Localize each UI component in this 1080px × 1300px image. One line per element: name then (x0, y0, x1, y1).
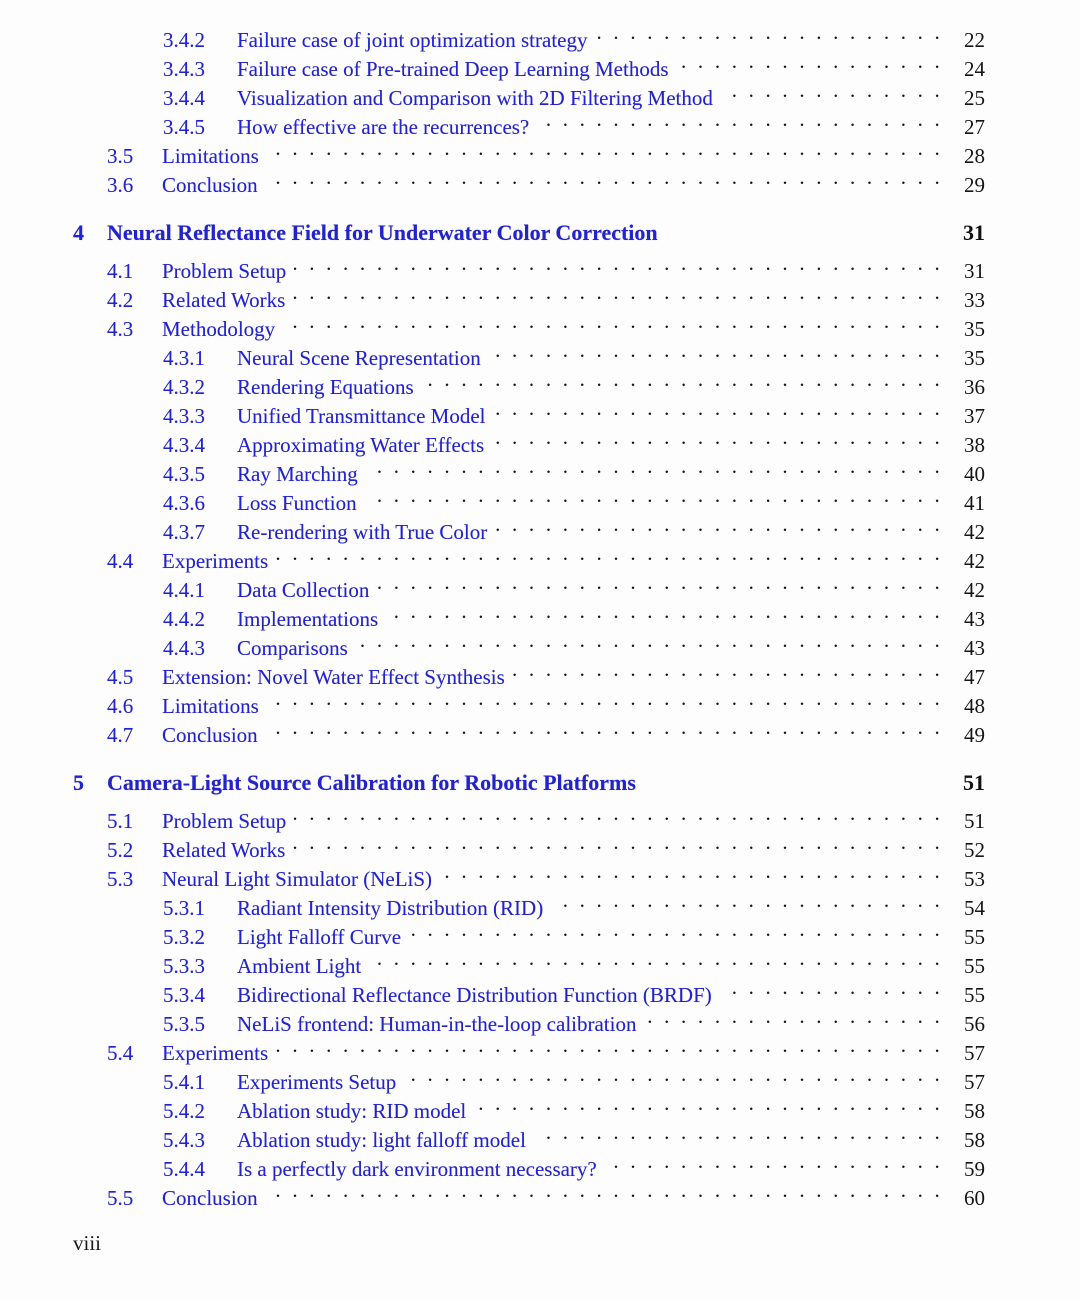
toc-entry-link[interactable] (163, 634, 348, 663)
dot-leader (721, 76, 943, 105)
toc-entry-page: 54 (964, 896, 985, 920)
toc-entry-page: 41 (964, 491, 985, 515)
toc-entry-link[interactable] (163, 1068, 396, 1097)
toc-entry-page: 60 (964, 1186, 985, 1210)
toc-entry-page: 40 (964, 462, 985, 486)
toc-entry-page: 22 (964, 28, 985, 52)
toc-entry-page: 25 (964, 86, 985, 110)
toc-entry-page: 42 (964, 520, 985, 544)
toc-entry-title: Experiments (162, 549, 269, 573)
dot-leader (366, 452, 943, 481)
toc-entry-title: Is a perfectly dark environment necessary? (237, 1157, 597, 1181)
dot-leader (369, 944, 943, 973)
toc-entry-title: How effective are the recurrences? (237, 115, 530, 139)
toc-entry-page: 43 (964, 636, 985, 660)
toc-chapter-page: 51 (963, 770, 985, 795)
toc-entry-page: 49 (964, 723, 985, 747)
toc-entry-number: 5.4.3 (163, 1128, 205, 1152)
toc-chapter-page: 31 (963, 220, 985, 245)
toc-group (73, 18, 985, 197)
toc-entry-page: 55 (964, 954, 985, 978)
dot-leader (440, 857, 943, 886)
toc-entry-number: 3.4.5 (163, 115, 205, 139)
dot-leader (677, 47, 943, 76)
toc-entry-page: 43 (964, 607, 985, 631)
toc-entry-number: 3.4.3 (163, 57, 205, 81)
toc-entry-link[interactable] (107, 807, 286, 836)
toc-entry-page: 52 (964, 838, 985, 862)
toc-entry-title: Related Works (162, 288, 286, 312)
toc-entry-number: 4.3.7 (163, 520, 205, 544)
toc-entry-title: Problem Setup (162, 809, 287, 833)
toc-entry-title: Visualization and Comparison with 2D Filtering Method (237, 86, 713, 110)
toc-entry-link[interactable] (163, 26, 588, 55)
dot-leader (537, 105, 943, 134)
toc-entry-number: 3.5 (107, 144, 134, 168)
toc-entry-link[interactable] (107, 865, 432, 894)
toc-chapter-number: 4 (73, 220, 84, 245)
toc-entry-link[interactable] (107, 836, 285, 865)
toc-entry-title: Conclusion (162, 723, 258, 747)
toc-entry (73, 18, 985, 52)
toc-entry-title: Ablation study: RID model (237, 1099, 467, 1123)
toc-entry-title: Neural Scene Representation (237, 346, 481, 370)
toc-entry-title: Experiments (162, 1041, 269, 1065)
toc-entry-number: 4.4.3 (163, 636, 205, 660)
toc-entry-title: Light Falloff Curve (237, 925, 402, 949)
dot-leader (276, 539, 943, 568)
toc-entry-page: 28 (964, 144, 985, 168)
toc-entry-title: Related Works (162, 838, 286, 862)
toc-entry-page: 55 (964, 983, 985, 1007)
toc-entry-page: 53 (964, 867, 985, 891)
toc-entry-number: 5.3 (107, 867, 134, 891)
dot-leader (422, 365, 943, 394)
dot-leader (409, 915, 943, 944)
toc-entry (73, 249, 985, 283)
toc-entry-number: 4.2 (107, 288, 134, 312)
toc-entry-link[interactable] (163, 576, 369, 605)
toc-chapter-heading (73, 216, 985, 249)
toc-entry-page: 59 (964, 1157, 985, 1181)
toc-entry-title: Experiments Setup (237, 1070, 397, 1094)
dot-leader (551, 886, 943, 915)
toc-entry-link[interactable] (163, 923, 401, 952)
toc-chapter-link[interactable] (73, 216, 658, 249)
table-of-contents (73, 18, 985, 1210)
toc-entry-link[interactable] (107, 171, 258, 200)
toc-entry-title: Conclusion (162, 173, 258, 197)
toc-entry-page: 51 (964, 809, 985, 833)
dot-leader (293, 828, 943, 857)
toc-entry-page: 29 (964, 173, 985, 197)
toc-entry-title: Methodology (162, 317, 276, 341)
dot-leader (266, 1176, 943, 1205)
toc-entry-title: Radiant Intensity Distribution (RID) (237, 896, 544, 920)
toc-entry-title: Neural Light Simulator (NeLiS) (162, 867, 433, 891)
dot-leader (356, 626, 943, 655)
toc-chapter-link[interactable] (73, 766, 636, 799)
toc-entry-number: 4.3.4 (163, 433, 205, 457)
toc-entry-page: 58 (964, 1128, 985, 1152)
toc-entry-title: Ablation study: light falloff model (237, 1128, 526, 1152)
toc-entry-number: 4.3.2 (163, 375, 205, 399)
toc-entry-page: 33 (964, 288, 985, 312)
page-footer-number: viii (73, 1231, 102, 1255)
toc-entry-link[interactable] (163, 373, 414, 402)
toc-entry-page: 48 (964, 694, 985, 718)
toc-entry-link[interactable] (163, 489, 357, 518)
toc-entry-title: Extension: Novel Water Effect Synthesis (162, 665, 505, 689)
toc-entry-page: 38 (964, 433, 985, 457)
toc-entry-number: 3.6 (107, 173, 134, 197)
toc-entry-link[interactable] (163, 605, 378, 634)
toc-entry-number: 5.5 (107, 1186, 134, 1210)
dot-leader (377, 568, 943, 597)
toc-entry-title: Ray Marching (237, 462, 358, 486)
toc-entry-page: 57 (964, 1070, 985, 1094)
toc-entry-number: 5.3.5 (163, 1012, 205, 1036)
toc-entry-number: 4.1 (107, 259, 134, 283)
toc-entry-link[interactable] (107, 547, 268, 576)
toc-entry-title: Failure case of joint optimization strategy (237, 28, 588, 52)
dot-leader (644, 1002, 943, 1031)
toc-entry-link[interactable] (107, 692, 259, 721)
dot-leader (386, 597, 943, 626)
toc-entry-link[interactable] (163, 1097, 466, 1126)
toc-entry-link[interactable] (107, 286, 285, 315)
toc-entry-number: 5.3.3 (163, 954, 205, 978)
toc-entry-number: 5.4.4 (163, 1157, 205, 1181)
dot-leader (294, 249, 943, 278)
dot-leader (492, 423, 943, 452)
toc-entry-number: 3.4.4 (163, 86, 205, 110)
toc-chapter-title: Neural Reflectance Field for Underwater Color Correction (107, 220, 658, 245)
toc-entry-number: 4.4.1 (163, 578, 205, 602)
toc-entry-number: 5.3.2 (163, 925, 205, 949)
toc-entry-link[interactable] (107, 1039, 268, 1068)
dot-leader (474, 1089, 943, 1118)
toc-entry-title: Limitations (162, 694, 259, 718)
toc-entry-title: Implementations (237, 607, 379, 631)
toc-entry-link[interactable] (163, 460, 358, 489)
toc-entry-link[interactable] (163, 1126, 526, 1155)
toc-chapter-heading (73, 766, 985, 799)
toc-chapter-number: 5 (73, 770, 84, 795)
toc-entry-title: Conclusion (162, 1186, 258, 1210)
dot-leader (276, 1031, 943, 1060)
toc-group (73, 216, 985, 747)
toc-entry-number: 5.4 (107, 1041, 134, 1065)
toc-entry-number: 5.3.4 (163, 983, 205, 1007)
toc-entry-page: 55 (964, 925, 985, 949)
toc-entry-number: 4.6 (107, 694, 134, 718)
toc-entry-number: 3.4.2 (163, 28, 205, 52)
toc-entry-page: 42 (964, 549, 985, 573)
toc-entry-number: 5.4.1 (163, 1070, 205, 1094)
dot-leader (720, 973, 943, 1002)
dot-leader (534, 1118, 943, 1147)
dot-leader (365, 481, 943, 510)
toc-entry-title: Bidirectional Reflectance Distribution Function (BRDF) (237, 983, 712, 1007)
toc-entry-link[interactable] (107, 1184, 258, 1213)
toc-entry-link[interactable] (107, 257, 286, 286)
toc-entry-link[interactable] (163, 55, 669, 84)
toc-entry-title: Loss Function (237, 491, 357, 515)
toc-entry-page: 58 (964, 1099, 985, 1123)
toc-entry-title: Limitations (162, 144, 259, 168)
toc-entry-title: Re-rendering with True Color (237, 520, 488, 544)
toc-entry-number: 4.3.5 (163, 462, 205, 486)
toc-entry-link[interactable] (107, 721, 258, 750)
toc-entry-title: Comparisons (237, 636, 348, 660)
dot-leader (266, 163, 943, 192)
toc-entry-number: 4.3.6 (163, 491, 205, 515)
toc-entry-page: 42 (964, 578, 985, 602)
toc-entry-page: 31 (964, 259, 985, 283)
dot-leader (267, 684, 943, 713)
toc-entry-page: 56 (964, 1012, 985, 1036)
toc-entry-title: NeLiS frontend: Human-in-the-loop calibration (237, 1012, 637, 1036)
toc-entry-title: Approximating Water Effects (237, 433, 485, 457)
dot-leader (596, 18, 944, 47)
toc-entry-number: 4.5 (107, 665, 134, 689)
dot-leader (267, 134, 943, 163)
dot-leader (605, 1147, 943, 1176)
toc-entry-page: 57 (964, 1041, 985, 1065)
toc-entry-page: 37 (964, 404, 985, 428)
toc-chapter-title: Camera-Light Source Calibration for Robotic Platforms (107, 770, 636, 795)
toc-entry (73, 799, 985, 833)
toc-entry-page: 35 (964, 317, 985, 341)
toc-entry-number: 4.3 (107, 317, 134, 341)
dot-leader (489, 336, 943, 365)
toc-entry-number: 4.3.1 (163, 346, 205, 370)
dot-leader (513, 655, 943, 684)
toc-entry-title: Rendering Equations (237, 375, 414, 399)
toc-entry-number: 5.2 (107, 838, 134, 862)
toc-entry-title: Failure case of Pre-trained Deep Learning Methods (237, 57, 669, 81)
toc-entry-page: 36 (964, 375, 985, 399)
toc-entry-title: Problem Setup (162, 259, 287, 283)
dot-leader (294, 799, 943, 828)
toc-entry-number: 5.1 (107, 809, 134, 833)
toc-entry-number: 4.7 (107, 723, 134, 747)
dot-leader (293, 278, 943, 307)
toc-entry-page: 27 (964, 115, 985, 139)
toc-entry-link[interactable] (163, 952, 361, 981)
toc-entry-link[interactable] (163, 402, 485, 431)
toc-entry-link[interactable] (107, 142, 259, 171)
toc-entry-page: 47 (964, 665, 985, 689)
dot-leader (266, 713, 943, 742)
toc-group (73, 766, 985, 1210)
toc-entry-page: 35 (964, 346, 985, 370)
toc-entry-number: 4.4 (107, 549, 134, 573)
dot-leader (283, 307, 943, 336)
toc-entry-page: 24 (964, 57, 985, 81)
toc-entry-link[interactable] (163, 981, 712, 1010)
toc-entry-title: Ambient Light (237, 954, 362, 978)
toc-entry-number: 4.3.3 (163, 404, 205, 428)
dot-leader (404, 1060, 943, 1089)
toc-entry-number: 5.4.2 (163, 1099, 205, 1123)
toc-entry-number: 5.3.1 (163, 896, 205, 920)
toc-entry-link[interactable] (107, 315, 275, 344)
toc-entry-number: 4.4.2 (163, 607, 205, 631)
dot-leader (495, 510, 943, 539)
toc-entry-title: Unified Transmittance Model (237, 404, 486, 428)
toc-entry-title: Data Collection (237, 578, 370, 602)
dot-leader (493, 394, 943, 423)
